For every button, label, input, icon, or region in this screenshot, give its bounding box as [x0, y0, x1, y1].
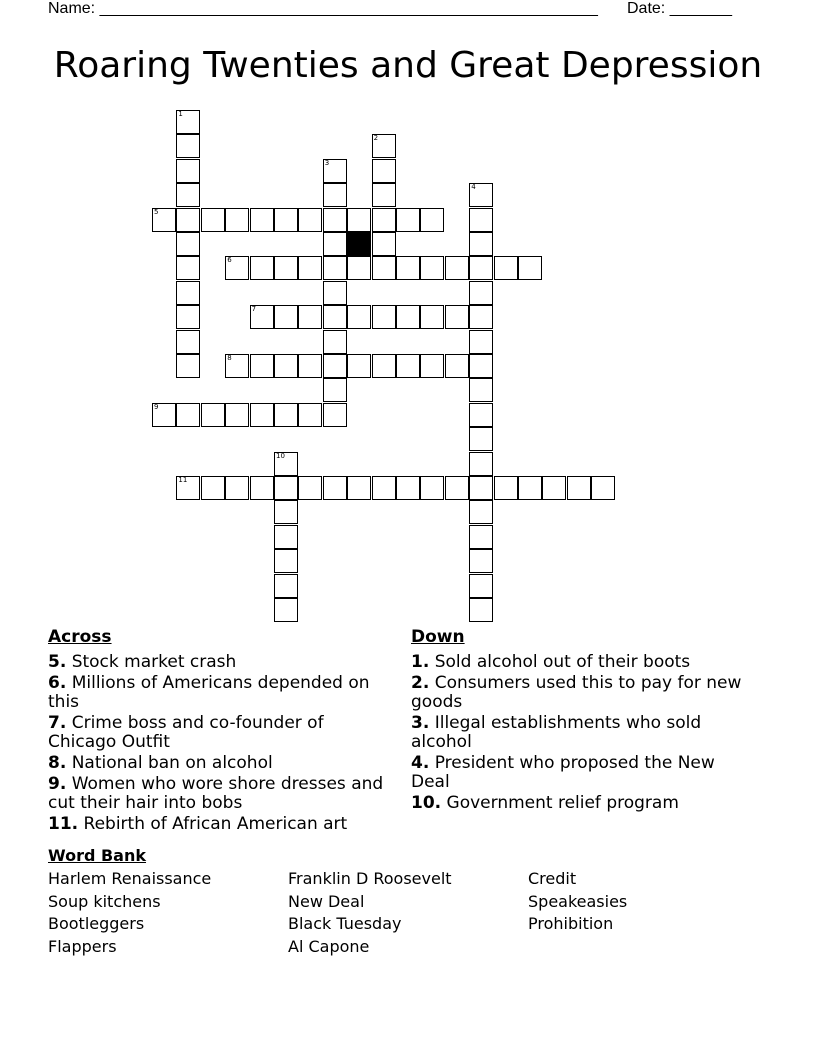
crossword-cell[interactable] [469, 232, 493, 256]
word-bank [48, 846, 768, 968]
crossword-cell[interactable] [176, 183, 200, 207]
crossword-cell[interactable] [274, 549, 298, 573]
crossword-cell[interactable] [469, 208, 493, 232]
cell-number: 3 [324, 158, 330, 167]
crossword-cell[interactable] [372, 256, 396, 280]
cell-number: 7 [251, 305, 257, 314]
crossword-cell[interactable] [176, 476, 200, 500]
down-heading: Down [411, 627, 465, 647]
crossword-cell[interactable] [445, 476, 469, 500]
crossword-cell[interactable] [420, 208, 444, 232]
crossword-cell[interactable] [347, 208, 371, 232]
cell-number: 2 [373, 134, 379, 143]
crossword-cell[interactable] [323, 232, 347, 256]
crossword-cell[interactable] [469, 525, 493, 549]
crossword-cell[interactable] [274, 574, 298, 598]
crossword-cell[interactable] [176, 256, 200, 280]
word-bank-word: New Deal [288, 891, 365, 911]
clue-across: 5. Stock market crash [48, 652, 237, 672]
cell-number: 11 [178, 476, 188, 484]
cell-number: 5 [154, 207, 159, 216]
word-bank-column [528, 868, 758, 936]
crossword-cell[interactable] [152, 403, 176, 427]
word-bank-word: Prohibition [528, 914, 614, 934]
crossword-cell[interactable] [469, 452, 493, 476]
crossword-cell[interactable] [420, 256, 444, 280]
crossword-cell[interactable] [298, 208, 322, 232]
crossword-cell[interactable] [323, 354, 347, 378]
crossword-cell[interactable] [250, 476, 274, 500]
crossword-cell[interactable] [372, 159, 396, 183]
crossword-cell[interactable] [396, 476, 420, 500]
crossword-cell[interactable] [347, 476, 371, 500]
crossword-cell[interactable] [347, 256, 371, 280]
crossword-cell[interactable] [396, 208, 420, 232]
crossword-cell[interactable] [323, 183, 347, 207]
name-field[interactable]: Name: ________________________________________________________ [48, 0, 598, 17]
crossword-cell[interactable] [372, 354, 396, 378]
crossword-cell[interactable] [469, 427, 493, 451]
crossword-cell[interactable] [201, 403, 225, 427]
clue-across: 11. Rebirth of African American art [48, 814, 348, 834]
crossword-cell[interactable] [298, 403, 322, 427]
crossword-cell[interactable] [396, 256, 420, 280]
crossword-cell[interactable] [152, 208, 176, 232]
crossword-cell[interactable] [250, 403, 274, 427]
crossword-cell[interactable] [445, 256, 469, 280]
cell-number: 9 [154, 402, 159, 411]
crossword-cell[interactable] [323, 403, 347, 427]
crossword-cell[interactable] [372, 476, 396, 500]
page-title: Roaring Twenties and Great Depression [53, 45, 763, 86]
word-bank-word: Speakeasies [528, 891, 628, 911]
crossword-cell[interactable] [323, 330, 347, 354]
crossword-cell[interactable] [469, 549, 493, 573]
crossword-cell[interactable] [469, 330, 493, 354]
crossword-cell[interactable] [176, 281, 200, 305]
crossword-cell[interactable] [250, 256, 274, 280]
crossword-cell[interactable] [225, 403, 249, 427]
crossword-cell[interactable] [298, 305, 322, 329]
crossword-cell[interactable] [274, 305, 298, 329]
crossword-cell[interactable] [298, 354, 322, 378]
crossword-cell[interactable] [469, 500, 493, 524]
crossword-cell[interactable] [176, 134, 200, 158]
crossword-cell[interactable] [176, 330, 200, 354]
word-bank-word: Soup kitchens [48, 891, 161, 911]
crossword-cell[interactable] [323, 378, 347, 402]
crossword-cell[interactable] [250, 305, 274, 329]
crossword-cell[interactable] [347, 305, 371, 329]
crossword-cell[interactable] [225, 476, 249, 500]
crossword-cell[interactable] [494, 256, 518, 280]
crossword-cell[interactable] [323, 476, 347, 500]
word-bank-word: Al Capone [288, 937, 370, 957]
crossword-cell[interactable] [469, 403, 493, 427]
crossword-cell[interactable] [274, 452, 298, 476]
crossword-cell[interactable] [372, 134, 396, 158]
word-bank-word: Credit [528, 869, 577, 888]
cell-number: 8 [227, 354, 232, 362]
crossword-cell[interactable] [274, 403, 298, 427]
crossword-cell[interactable] [250, 354, 274, 378]
crossword-cell[interactable] [176, 354, 200, 378]
crossword-cell[interactable] [469, 598, 493, 622]
crossword-cell[interactable] [372, 305, 396, 329]
crossword-cell[interactable] [567, 476, 591, 500]
crossword-cell[interactable] [274, 208, 298, 232]
clue-down: 3. Illegal establishments who sold alcohol [411, 713, 702, 752]
crossword-cell[interactable] [469, 476, 493, 500]
crossword-cell[interactable] [176, 305, 200, 329]
clue-across: 7. Crime boss and co-founder of Chicago Outfit [48, 713, 324, 752]
crossword-cell[interactable] [347, 354, 371, 378]
crossword-cell[interactable] [176, 110, 200, 134]
crossword-cell[interactable] [469, 256, 493, 280]
clue-down: 1. Sold alcohol out of their boots [411, 652, 691, 672]
crossword-cell[interactable] [469, 574, 493, 598]
crossword-cell[interactable] [176, 403, 200, 427]
clue-across: 9. Women who wore shore dresses and cut their hair into bobs [48, 774, 384, 813]
crossword-cell[interactable] [420, 476, 444, 500]
crossword-cell[interactable] [225, 208, 249, 232]
cell-number: 4 [471, 183, 476, 192]
across-clues [48, 628, 393, 836]
word-bank-word: Black Tuesday [288, 914, 402, 934]
crossword-cell[interactable] [274, 354, 298, 378]
crossword-cell[interactable] [469, 305, 493, 329]
crossword-cell[interactable] [274, 598, 298, 622]
crossword-cell[interactable] [469, 354, 493, 378]
word-bank-word: Franklin D Roosevelt [288, 869, 452, 888]
crossword-cell[interactable] [274, 256, 298, 280]
clue-down: 2. Consumers used this to pay for new goods [411, 673, 742, 712]
crossword-cell[interactable] [591, 476, 615, 500]
crossword-cell[interactable] [274, 476, 298, 500]
across-heading: Across [48, 627, 112, 647]
clue-down: 10. Government relief program [411, 793, 679, 813]
crossword-cell[interactable] [274, 500, 298, 524]
word-bank-word: Harlem Renaissance [48, 869, 212, 888]
crossword-cell[interactable] [420, 305, 444, 329]
cell-number: 1 [178, 110, 183, 118]
word-bank-title: Word Bank [48, 846, 147, 865]
crossword-cell[interactable] [494, 476, 518, 500]
crossword-cell[interactable] [372, 208, 396, 232]
crossword-cell[interactable] [323, 159, 347, 183]
crossword-cell[interactable] [469, 281, 493, 305]
crossword-cell[interactable] [445, 305, 469, 329]
crossword-cell[interactable] [469, 378, 493, 402]
crossword-cell[interactable] [298, 476, 322, 500]
crossword-cell[interactable] [372, 232, 396, 256]
crossword-cell[interactable] [396, 305, 420, 329]
crossword-cell[interactable] [201, 208, 225, 232]
down-clues [411, 628, 756, 815]
crossword-cell[interactable] [518, 256, 542, 280]
crossword-cell[interactable] [323, 208, 347, 232]
clue-across: 6. Millions of Americans depended on this [48, 673, 370, 712]
word-bank-column [288, 868, 518, 959]
crossword-cell[interactable] [250, 208, 274, 232]
crossword-cell[interactable] [274, 525, 298, 549]
crossword-cell[interactable] [225, 354, 249, 378]
crossword-cell[interactable] [176, 159, 200, 183]
crossword-black-cell [347, 232, 371, 256]
crossword-cell[interactable] [298, 256, 322, 280]
crossword-cell[interactable] [420, 354, 444, 378]
crossword-cell[interactable] [323, 256, 347, 280]
date-field[interactable]: Date: _______ [627, 0, 732, 17]
crossword-cell[interactable] [469, 183, 493, 207]
crossword-cell[interactable] [323, 281, 347, 305]
crossword-cell[interactable] [225, 256, 249, 280]
cell-number: 10 [276, 451, 285, 460]
crossword-cell[interactable] [372, 183, 396, 207]
word-bank-column [48, 868, 278, 959]
clue-across: 8. National ban on alcohol [48, 753, 273, 773]
crossword-cell[interactable] [518, 476, 542, 500]
crossword-cell[interactable] [542, 476, 566, 500]
crossword-cell[interactable] [445, 354, 469, 378]
clue-down: 4. President who proposed the New Deal [411, 753, 715, 792]
crossword-cell[interactable] [176, 208, 200, 232]
crossword-cell[interactable] [201, 476, 225, 500]
crossword-cell[interactable] [323, 305, 347, 329]
word-bank-word: Bootleggers [48, 914, 145, 934]
cell-number: 6 [227, 256, 232, 265]
word-bank-word: Flappers [48, 937, 117, 957]
crossword-cell[interactable] [396, 354, 420, 378]
crossword-cell[interactable] [176, 232, 200, 256]
header-row [48, 0, 748, 20]
